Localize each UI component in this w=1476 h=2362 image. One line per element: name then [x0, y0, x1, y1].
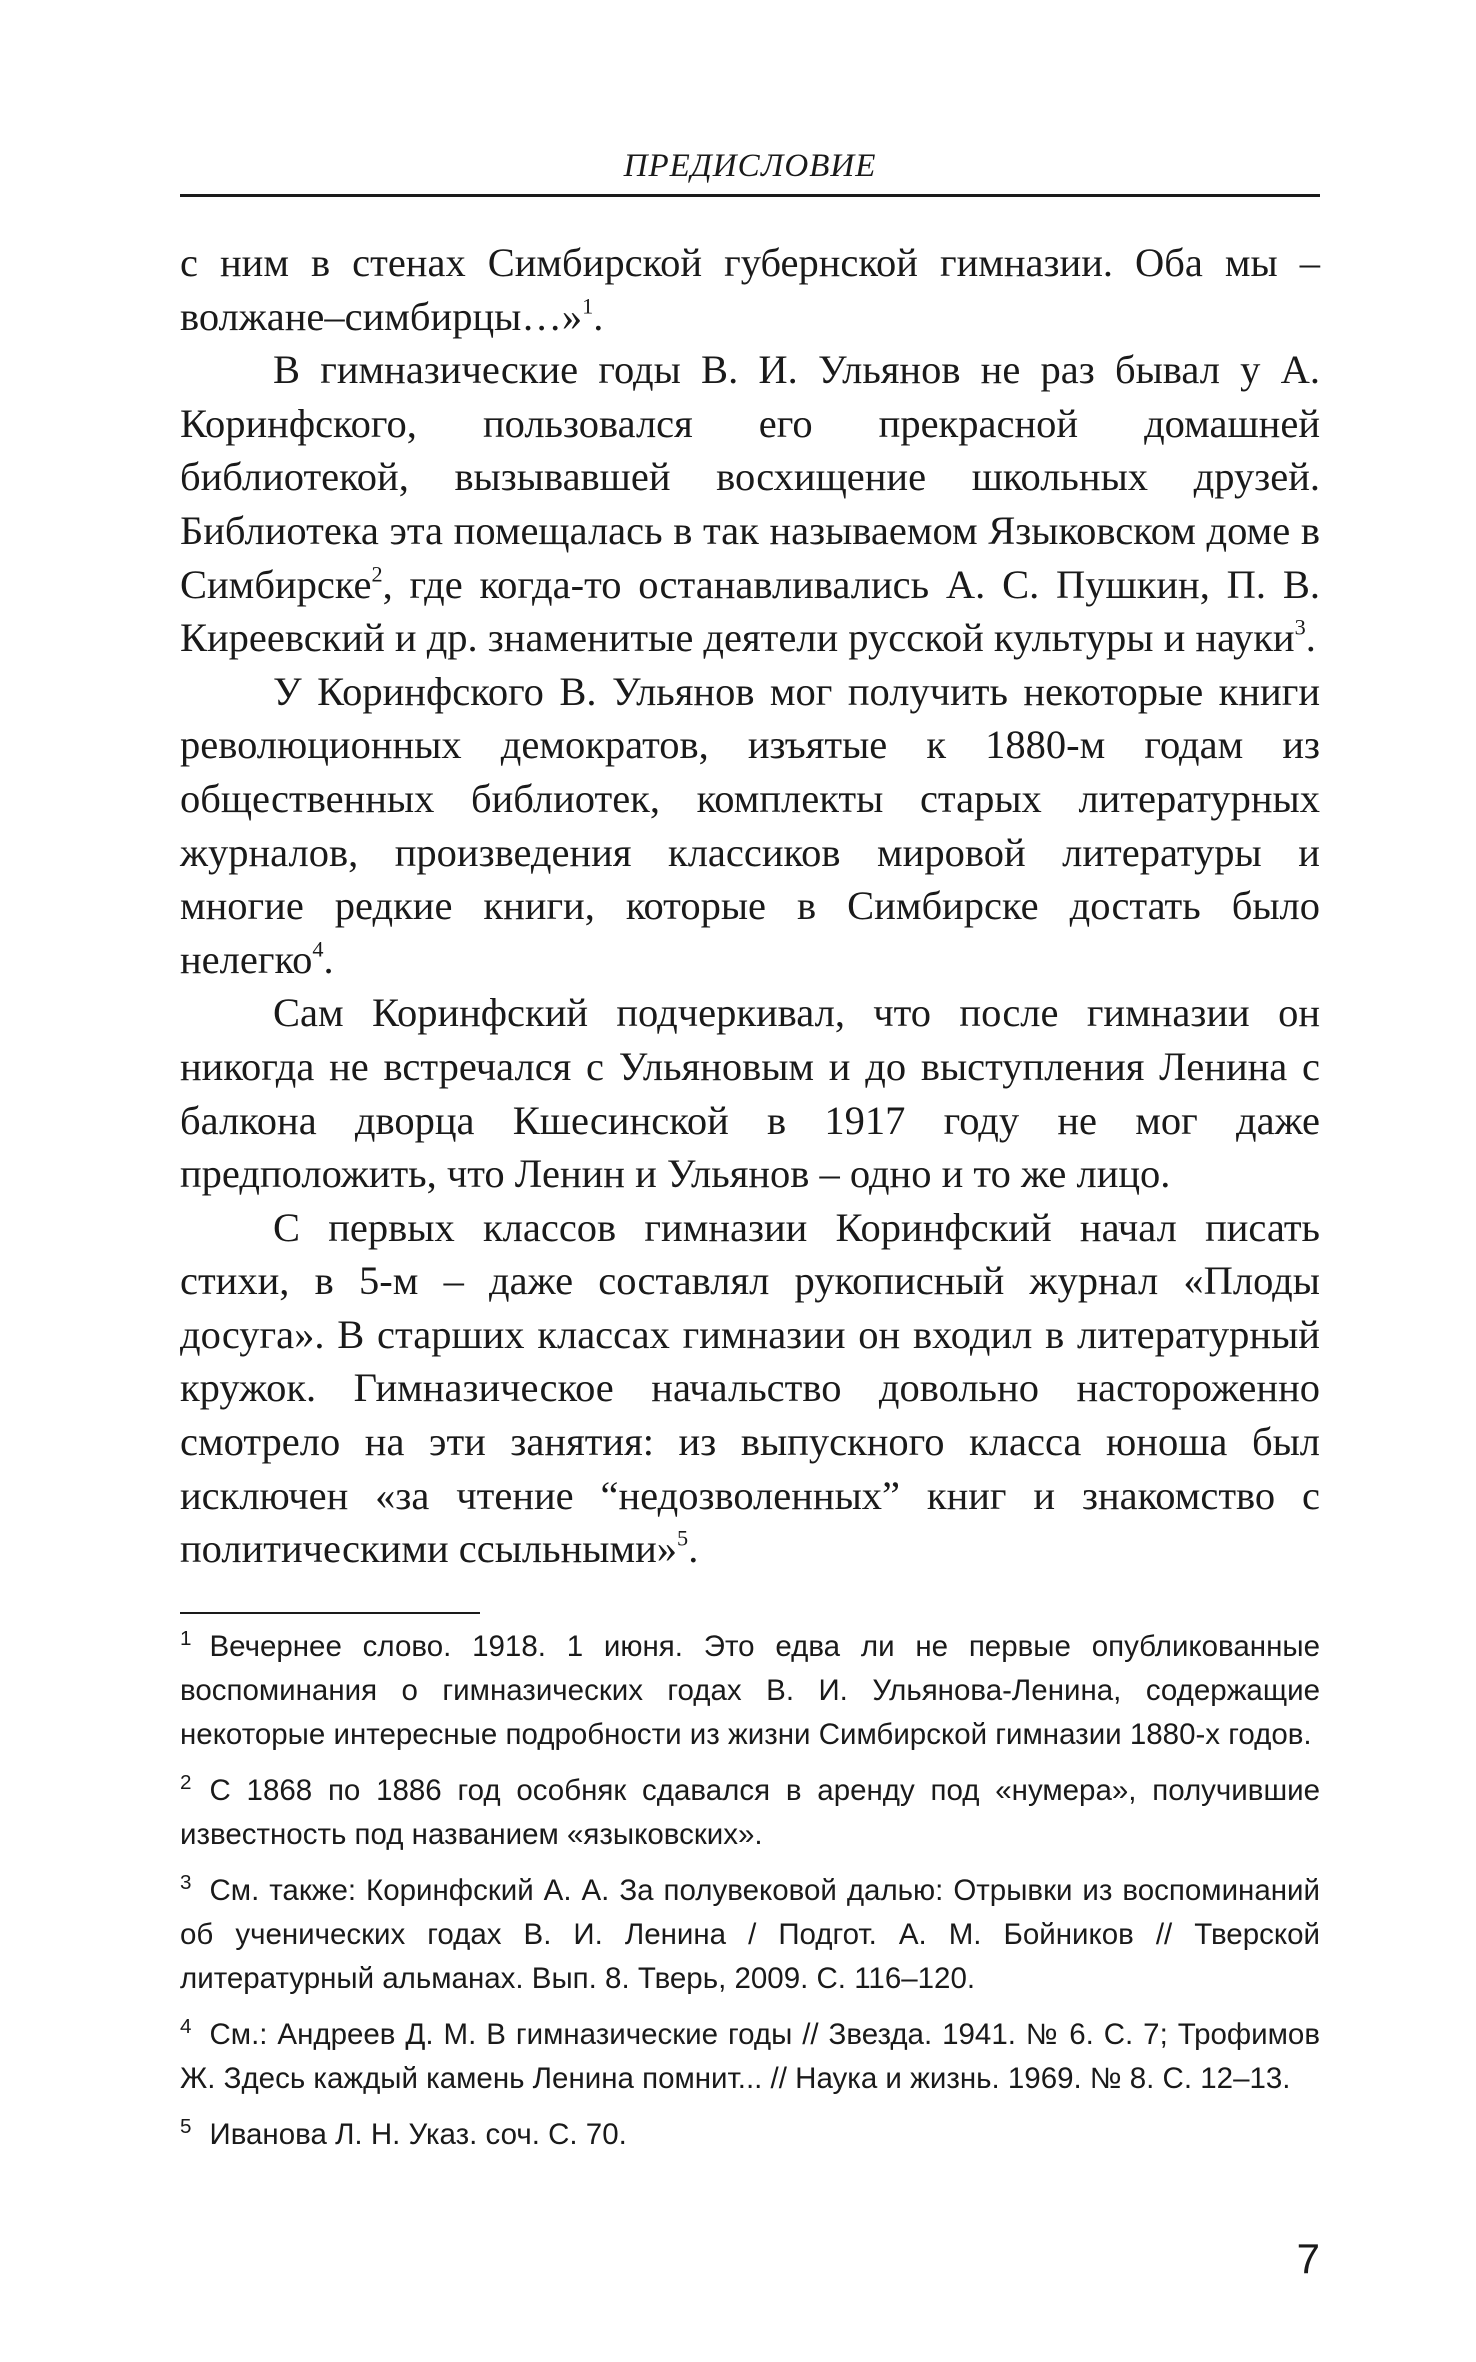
- paragraph-text: , где когда-то останавливались А. С. Пушкин, П. В. Киреевский и др. знаменитые деятели русской культуры и науки: [180, 561, 1320, 661]
- footnote-ref: 4: [312, 936, 324, 962]
- paragraph: [180, 343, 1320, 665]
- footnote-text: С 1868 по 1886 год особняк сдавался в аренду под «нумера», получившие известность под названием «языковских».: [180, 1774, 1320, 1851]
- footnote-number: 5: [180, 2114, 192, 2138]
- paragraph-text: С первых классов гимназии Коринфский начал писать стихи, в 5-м – даже составлял рукописный журнал «Плоды досуга». В старших классах гимназии он входил в литературный кружок. Гимназическое начальство довольно настороженно смотрело на эти занятия: из выпускного класса юноша был исключен «за чтение “недозволенных” книг и знакомство с политическими ссыльными»: [180, 1204, 1320, 1572]
- paragraph-text: В гимназические годы В. И. Ульянов не раз бывал у А. Коринфского, пользовался его прекрасной домашней библиотекой, вызывавшей восхищение школьных друзей. Библиотека эта помещалась в так называемом Языковском доме в Симбирске: [180, 347, 1320, 607]
- footnote-number: 4: [180, 2014, 192, 2038]
- footnote: [180, 2113, 1320, 2157]
- footnote: [180, 2013, 1320, 2101]
- paragraph-tail: .: [1305, 615, 1316, 661]
- paragraph-tail: .: [593, 293, 604, 339]
- footnote-number: 3: [180, 1870, 192, 1894]
- footnote-ref: 3: [1294, 614, 1306, 640]
- paragraph: [180, 236, 1320, 343]
- footnote: [180, 1625, 1320, 1757]
- footnote-number: 1: [180, 1626, 192, 1650]
- footnote-ref: 1: [582, 292, 594, 318]
- footnote-rule: [180, 1612, 480, 1614]
- paragraph: [180, 986, 1320, 1200]
- paragraph-tail: .: [688, 1526, 699, 1572]
- footnote: [180, 1869, 1320, 2001]
- footnote-text: Иванова Л. Н. Указ. соч. С. 70.: [209, 2118, 627, 2151]
- main-text: [180, 236, 1320, 1576]
- header-rule: [180, 194, 1320, 197]
- footnote: [180, 1769, 1320, 1857]
- paragraph-text: У Коринфского В. Ульянов мог получить некоторые книги революционных демократов, изъятые к 1880-м годам из общественных библиотек, комплекты старых литературных журналов, произведения классиков мировой литературы и многие редкие книги, которые в Симбирске достать было нелегко: [180, 668, 1320, 982]
- paragraph-text: с ним в стенах Симбирской губернской гимназии. Оба мы – волжане–симбирцы…»: [180, 240, 1320, 339]
- footnote-ref: 2: [371, 560, 383, 586]
- paragraph-tail: .: [323, 936, 334, 982]
- footnote-text: См. также: Коринфский А. А. За полувековой далью: Отрывки из воспоминаний об ученических годах В. И. Ленина / Подгот. А. М. Бойников // Тверской литературный альманах. Вып. 8. Тверь, 2009. С. 116–120.: [180, 1874, 1320, 1995]
- page-number: 7: [1296, 2235, 1320, 2282]
- footnote-text: Вечернее слово. 1918. 1 июня. Это едва ли не первые опубликованные воспоминания о гимназических годах В. И. Ульянова-Ленина, содержащие некоторые интересные подробности из жизни Симбирской гимназии 1880-х годов.: [180, 1630, 1320, 1751]
- footnote-text: См.: Андреев Д. М. В гимназические годы // Звезда. 1941. № 6. С. 7; Трофимов Ж. Здесь каждый камень Ленина помнит... // Наука и жизнь. 1969. № 8. С. 12–13.: [180, 2018, 1320, 2095]
- footnote-ref: 5: [677, 1525, 689, 1551]
- footnotes: [180, 1625, 1320, 2169]
- footnote-number: 2: [180, 1770, 192, 1794]
- paragraph: [180, 665, 1320, 987]
- running-head: ПРЕДИСЛОВИЕ: [623, 148, 877, 184]
- paragraph-text: Сам Коринфский подчеркивал, что после гимназии он никогда не встречался с Ульяновым и до выступления Ленина с балкона дворца Кшесинской в 1917 году не мог даже предположить, что Ленин и Ульянов – одно и то же лицо.: [180, 990, 1320, 1197]
- paragraph: [180, 1201, 1320, 1576]
